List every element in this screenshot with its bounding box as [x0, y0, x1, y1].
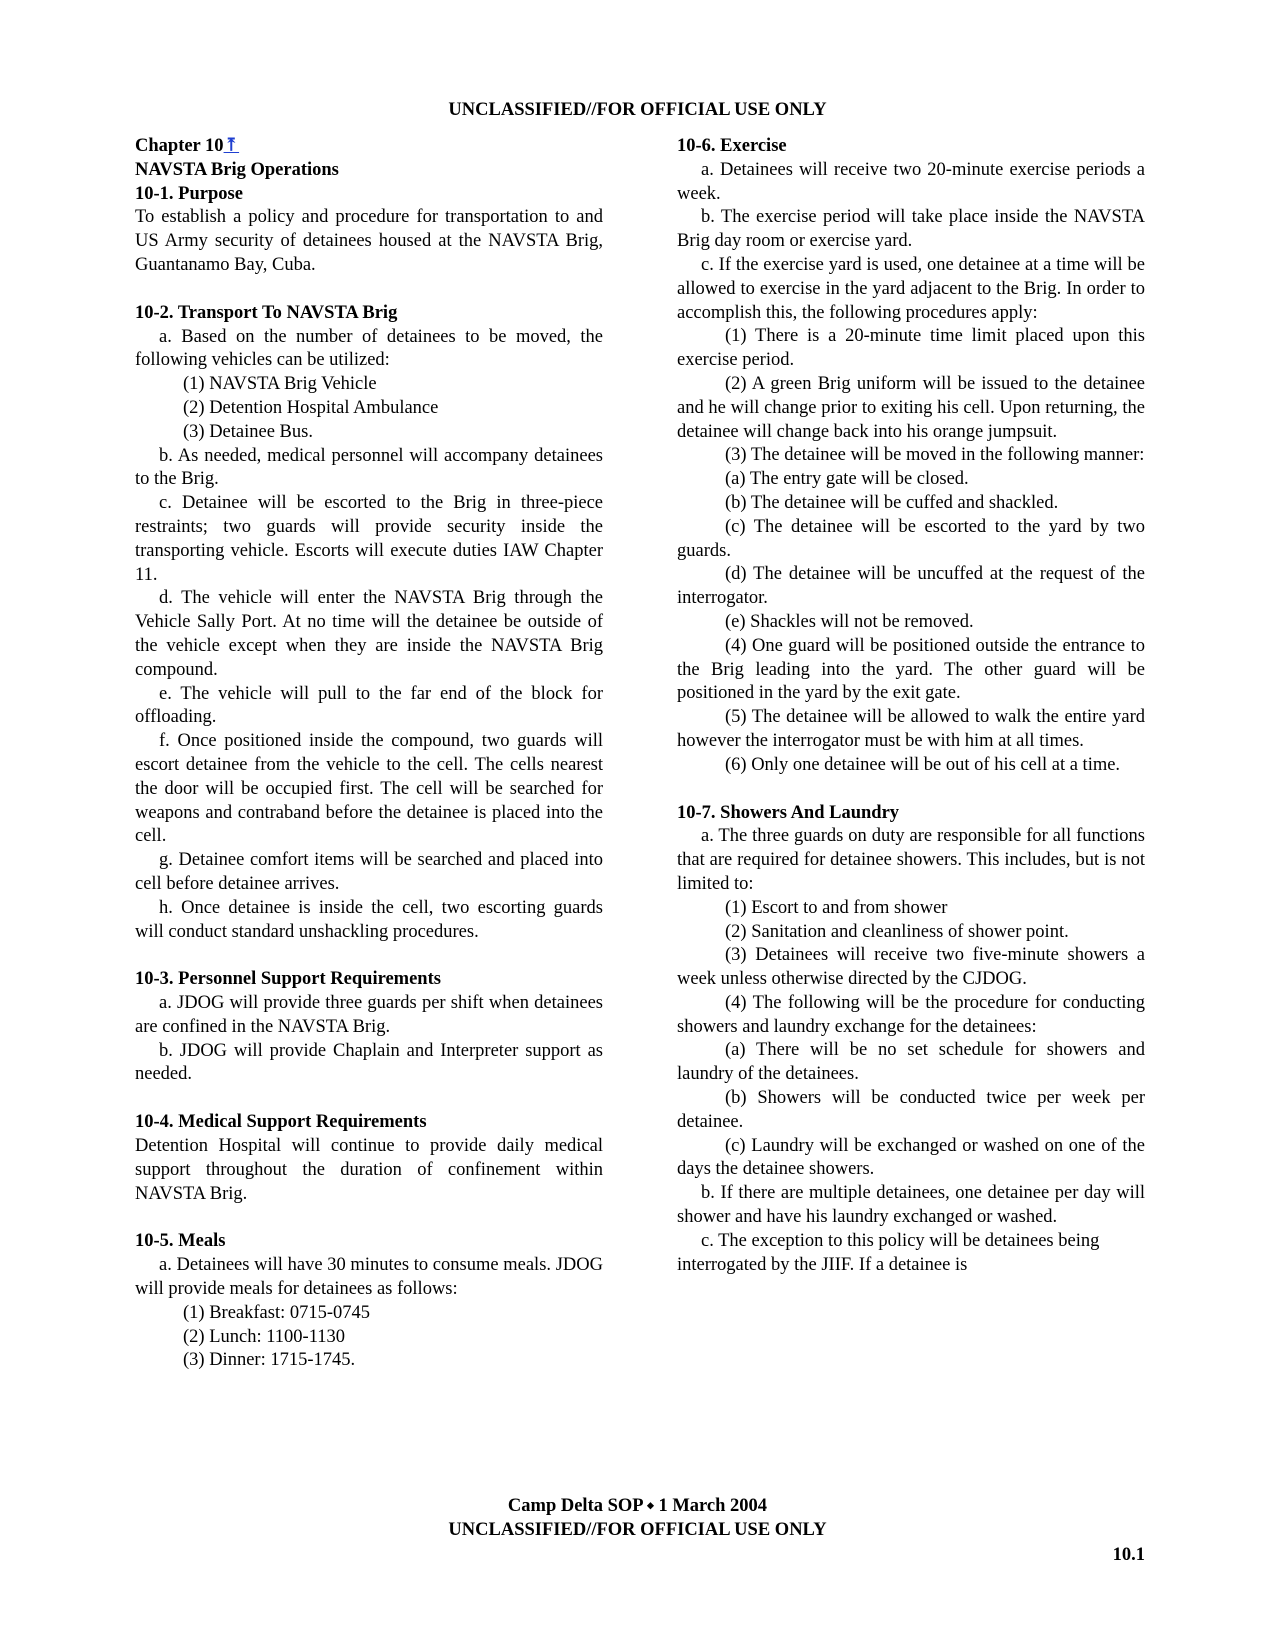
- list-item-10-2-a3: (3) Detainee Bus.: [183, 421, 313, 442]
- paragraph-10-2-e: e. The vehicle will pull to the far end of the block for offloading.: [135, 683, 603, 728]
- paragraph-10-6-a: a. Detainees will receive two 20-minute exercise periods a week.: [677, 159, 1145, 204]
- paragraph-10-7-a4b: (b) Showers will be conducted twice per week per detainee.: [677, 1088, 1145, 1132]
- section-heading-10-5: 10-5. Meals: [135, 1231, 226, 1252]
- paragraph-10-7-b: b. If there are multiple detainees, one detainee per day will shower and have his laundry exchanged or washed.: [677, 1183, 1145, 1228]
- chapter-number: [135, 135, 603, 159]
- chapter-label: Chapter 10: [135, 136, 224, 156]
- paragraph-10-6-c3: (3) The detainee will be moved in the following manner:: [725, 445, 1145, 466]
- paragraph-10-6-b: b. The exercise period will take place inside the NAVSTA Brig day room or exercise yard.: [677, 207, 1145, 252]
- paragraph-10-7-c: c. The exception to this policy will be detainees being interrogated by the JIIF. If a detainee is: [677, 1230, 1100, 1275]
- section-heading-10-1: 10-1. Purpose: [135, 183, 243, 204]
- section-heading-10-4: 10-4. Medical Support Requirements: [135, 1112, 427, 1133]
- left-column: [135, 135, 603, 1373]
- footer-classification: UNCLASSIFIED//FOR OFFICIAL USE ONLY: [448, 1520, 827, 1540]
- paragraph-10-5-a: a. Detainees will have 30 minutes to consume meals. JDOG will provide meals for detainees as follows:: [135, 1255, 603, 1300]
- section-heading-10-6: 10-6. Exercise: [677, 136, 787, 156]
- list-item-10-5-a1: (1) Breakfast: 0715-0745: [183, 1302, 371, 1323]
- paragraph-10-7-a4a: (a) There will be no set schedule for showers and laundry of the detainees.: [677, 1040, 1145, 1085]
- section-heading-10-2: 10-2. Transport To NAVSTA Brig: [135, 302, 398, 323]
- paragraph-10-3-a: a. JDOG will provide three guards per shift when detainees are confined in the NAVSTA Brig.: [135, 993, 603, 1037]
- list-item-10-6-c3a: (a) The entry gate will be closed.: [725, 469, 969, 490]
- paragraph-10-4: Detention Hospital will continue to provide daily medical support throughout the duration of confinement within NAVSTA Brig.: [135, 1136, 603, 1204]
- footer-document-title: Camp Delta SOP ⬩ 1 March 2004: [507, 1496, 768, 1516]
- paragraph-10-6-c1: (1) There is a 20-minute time limit placed upon this exercise period.: [677, 326, 1145, 371]
- list-item-10-5-a2: (2) Lunch: 1100-1130: [183, 1326, 346, 1347]
- paragraph-10-7-a: a. The three guards on duty are responsible for all functions that are required for detainee showers. This includes, but is not limited to:: [677, 826, 1145, 894]
- list-item-10-5-a3: (3) Dinner: 1715-1745.: [183, 1350, 356, 1371]
- paragraph-10-6-c4: (4) One guard will be positioned outside the entrance to the Brig leading into the yard. The other guard will be positioned in the yard by the exit gate.: [677, 635, 1145, 704]
- paragraph-10-6-c3d: (d) The detainee will be uncuffed at the request of the interrogator.: [677, 564, 1145, 609]
- list-item-10-2-a2: (2) Detention Hospital Ambulance: [183, 397, 439, 418]
- paragraph-10-6-c: c. If the exercise yard is used, one detainee at a time will be allowed to exercise in the yard adjacent to the Brig. In order to accomplish this, the following procedures apply:: [677, 254, 1145, 323]
- list-item-10-7-a1: (1) Escort to and from shower: [725, 897, 948, 918]
- paragraph-10-6-c5: (5) The detainee will be allowed to walk the entire yard however the interrogator must be with him at all times.: [677, 707, 1145, 751]
- paragraph-10-2-f: f. Once positioned inside the compound, two guards will escort detainee from the vehicle to the cell. The cells nearest the door will be occupied first. The cell will be searched for weapons and contraband before the detainee is placed into the cell.: [135, 731, 603, 847]
- paragraph-10-6-c6: (6) Only one detainee will be out of his cell at a time.: [725, 754, 1121, 775]
- paragraph-10-1: To establish a policy and procedure for transportation to and US Army security of detainees housed at the NAVSTA Brig, Guantanamo Bay, Cuba.: [135, 207, 603, 275]
- paragraph-10-6-c3c: (c) The detainee will be escorted to the yard by two guards.: [677, 516, 1145, 561]
- paragraph-10-2-b: b. As needed, medical personnel will accompany detainees to the Brig.: [135, 445, 603, 490]
- paragraph-10-2-a: a. Based on the number of detainees to be moved, the following vehicles can be utilized:: [135, 326, 603, 371]
- section-heading-10-3: 10-3. Personnel Support Requirements: [135, 969, 441, 990]
- chapter-up-link-icon[interactable]: ⤒: [223, 136, 240, 156]
- paragraph-10-6-c2: (2) A green Brig uniform will be issued to the detainee and he will change prior to exiting his cell. Upon returning, the detainee will change back into his orange jumpsuit.: [677, 373, 1145, 442]
- paragraph-10-3-b: b. JDOG will provide Chaplain and Interpreter support as needed.: [135, 1040, 603, 1085]
- chapter-title: NAVSTA Brig Operations: [135, 159, 339, 180]
- header-classification: UNCLASSIFIED//FOR OFFICIAL USE ONLY: [448, 100, 827, 120]
- right-column: [677, 135, 1145, 1277]
- list-item-10-6-c3b: (b) The detainee will be cuffed and shackled.: [725, 492, 1059, 513]
- paragraph-10-7-a4: (4) The following will be the procedure for conducting showers and laundry exchange for the detainees:: [677, 992, 1145, 1037]
- list-item-10-6-c3e: (e) Shackles will not be removed.: [725, 611, 974, 632]
- page-footer: [0, 1494, 1275, 1542]
- paragraph-10-2-d: d. The vehicle will enter the NAVSTA Brig through the Vehicle Sally Port. At no time will the detainee be outside of the vehicle except when they are inside the NAVSTA Brig compound.: [135, 588, 603, 680]
- paragraph-10-7-a3: (3) Detainees will receive two five-minute showers a week unless otherwise directed by the CJDOG.: [677, 945, 1145, 990]
- list-item-10-2-a1: (1) NAVSTA Brig Vehicle: [183, 374, 377, 395]
- paragraph-10-2-h: h. Once detainee is inside the cell, two escorting guards will conduct standard unshackling procedures.: [135, 897, 603, 942]
- paragraph-10-2-g: g. Detainee comfort items will be searched and placed into cell before detainee arrives.: [135, 850, 603, 894]
- page-number: 10.1: [1112, 1545, 1145, 1565]
- list-item-10-7-a2: (2) Sanitation and cleanliness of shower point.: [725, 921, 1069, 942]
- section-heading-10-7: 10-7. Showers And Laundry: [677, 802, 900, 823]
- paragraph-10-7-a4c: (c) Laundry will be exchanged or washed on one of the days the detainee showers.: [677, 1135, 1145, 1180]
- paragraph-10-2-c: c. Detainee will be escorted to the Brig in three-piece restraints; two guards will provide security inside the transporting vehicle. Escorts will execute duties IAW Chapter 11.: [135, 493, 603, 585]
